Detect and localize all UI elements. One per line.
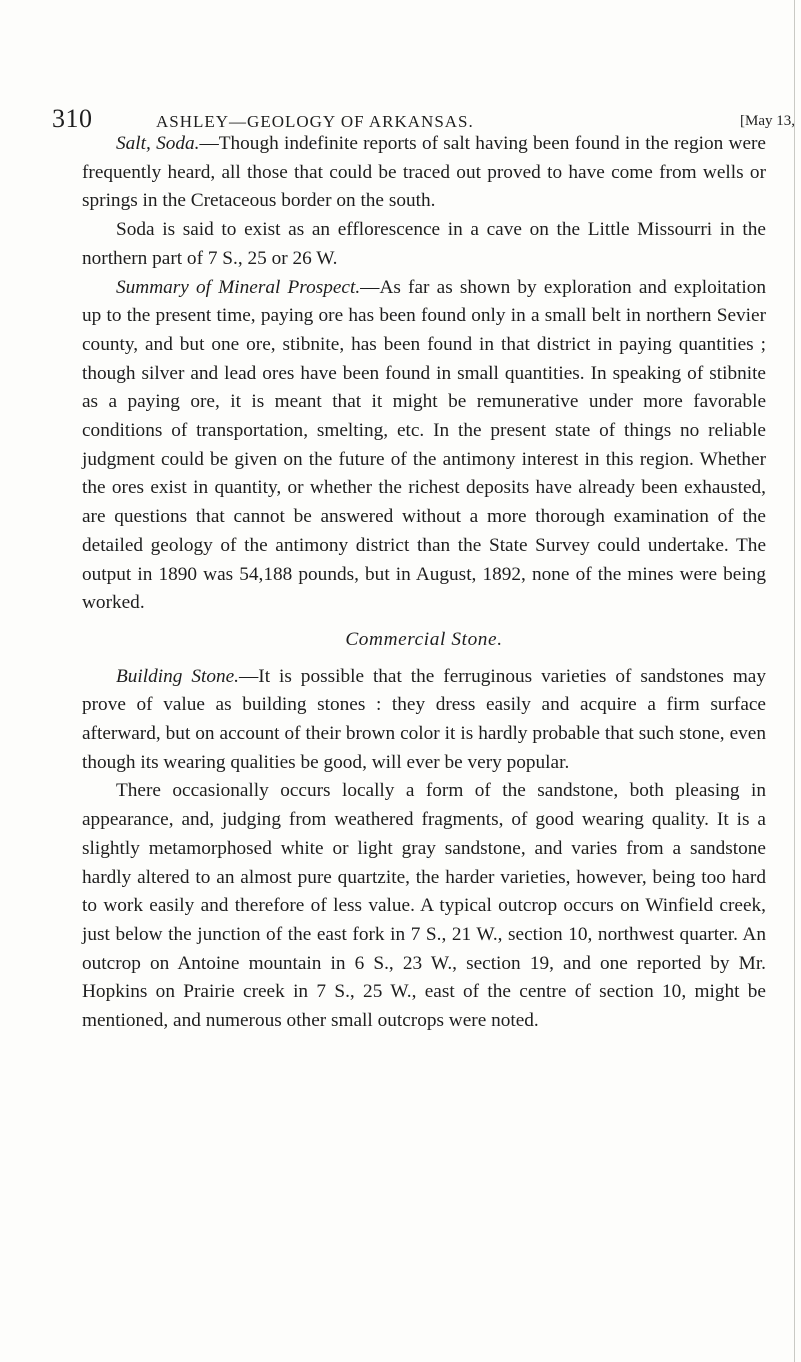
- page-edge-line: [794, 0, 795, 1362]
- paragraph-lead: Summary of Mineral Prospect.: [116, 276, 361, 298]
- paragraph-text: —As far as shown by exploration and exploitation up to the present time, paying ore has been found only in a small belt in northern Sevier county, and but one ore, stibnite, has been found in that district in paying quantities ; though silver and lead ores have been found in small quantities. In speaking of stibnite as a paying ore, it is meant that it might be remunerative under more favorable conditions of transportation, smelting, etc. In the present state of things no reliable judgment could be given on the future of the antimony interest in this region. Whether the ores exist in quantity, or whether the richest deposits have already been exhausted, are questions that cannot be answered without a more thorough examination of the detailed geology of the antimony district than the State Survey could undertake. The output in 1890 was 54,188 pounds, but in August, 1892, none of the mines were being worked.: [82, 276, 767, 614]
- issue-date: [May 13,: [740, 113, 795, 129]
- paragraph-text: —Though indefinite reports of salt having been found in the region were frequently heard, all those that could be traced out proved to have come from wells or springs in the Cretaceous border on the south.: [82, 133, 766, 212]
- paragraph-text: —It is possible that the ferruginous varieties of sandstones may prove of value as building stones : they dress easily and acquire a firm surface afterward, but on account of their brown color it is hardly probable that such stone, even though its wearing qualities be good, will ever be very popular.: [82, 665, 767, 773]
- paragraph-text: Soda is said to exist as an efflorescence in a cave on the Little Missourri in the northern part of 7 S., 25 or 26 W.: [82, 219, 766, 269]
- running-title: ASHLEY—GEOLOGY OF ARKANSAS.: [156, 112, 474, 131]
- paragraph-mineral-prospect: [82, 274, 766, 618]
- body-text: [82, 130, 766, 1036]
- paragraph-sandstone-outcrops: [82, 777, 766, 1035]
- section-heading: Commercial Stone.: [345, 628, 503, 650]
- paragraph-lead: Salt, Soda.: [116, 133, 200, 154]
- paragraph-salt-soda: [82, 130, 766, 216]
- paragraph-text: There occasionally occurs locally a form of the sandstone, both pleasing in appearance, and, judging from weathered fragments, of good wearing quality. It is a slightly metamorphosed white or light gray sandstone, and varies from a sandstone hardly altered to an almost pure quartzite, the harder varieties, however, being too hard to work easily and therefore of less value. A typical outcrop occurs on Winfield creek, just below the junction of the east fork in 7 S., 21 W., section 10, northwest quarter. An outcrop on Antoine mountain in 6 S., 23 W., section 19, and one reported by Mr. Hopkins on Prairie creek in 7 S., 25 W., east of the centre of section 10, might be mentioned, and numerous other small outcrops were noted.: [82, 780, 766, 1032]
- paragraph-lead: Building Stone.: [116, 665, 240, 687]
- paragraph-building-stone: [82, 663, 766, 778]
- paragraph-soda: [82, 216, 766, 273]
- page-number: 310: [52, 104, 93, 133]
